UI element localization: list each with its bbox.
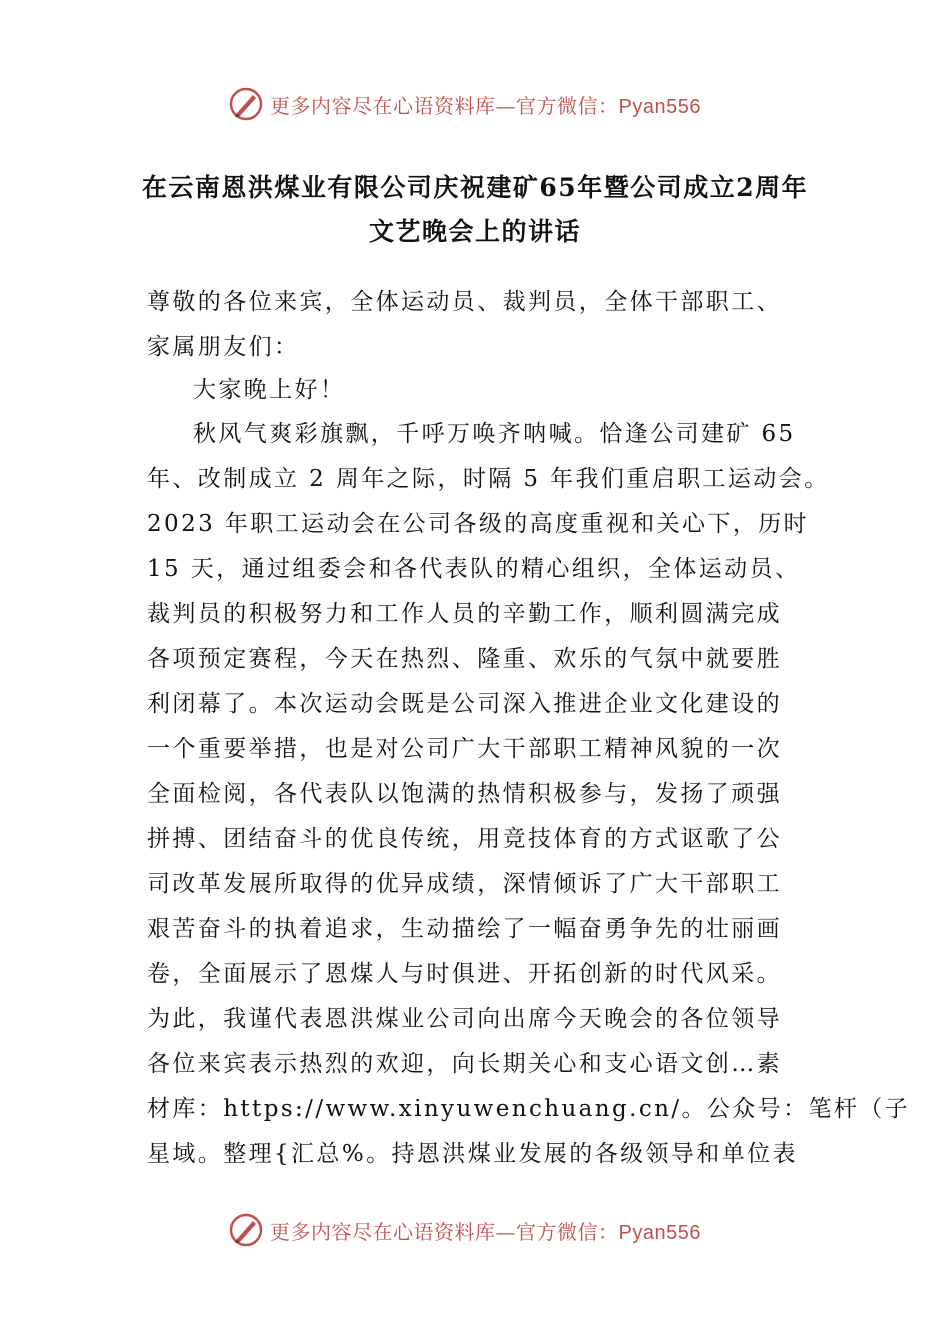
- paragraph-line: 星域。整理{汇总%。持恩洪煤业发展的各级领导和单位表: [147, 1141, 798, 1167]
- paragraph-line: 拼搏、团结奋斗的优良传统，用竞技体育的方式讴歌了公: [147, 826, 782, 852]
- banner-text: [270, 1216, 701, 1245]
- paragraph-line: 各位来宾表示热烈的欢迎，向长期关心和支心语文创…素: [147, 1051, 782, 1077]
- pen-logo-icon: [228, 1212, 264, 1248]
- banner-cn: 更多内容尽在心语资料库—官方微信：: [270, 93, 619, 118]
- paragraph-line: 卷，全面展示了恩煤人与时俱进、开拓创新的时代风采。: [147, 961, 782, 987]
- banner-cn: 更多内容尽在心语资料库—官方微信：: [270, 1219, 619, 1244]
- paragraph-line: 艰苦奋斗的执着追求，生动描绘了一幅奋勇争先的壮丽画: [147, 916, 782, 942]
- paragraph-line: 利闭幕了。本次运动会既是公司深入推进企业文化建设的: [147, 691, 782, 717]
- greeting: [147, 368, 807, 413]
- footer-banner: [228, 1210, 701, 1250]
- paragraph-line: 15 天，通过组委会和各代表队的精心组织，全体运动员、: [147, 556, 801, 582]
- header-banner: [228, 84, 701, 124]
- body-paragraph: [147, 412, 911, 1177]
- greeting-line: 大家晚上好！: [193, 377, 346, 403]
- paragraph-line: 全面检阅，各代表队以饱满的热情积极参与，发扬了顽强: [147, 781, 782, 807]
- page-title-line1: 在云南恩洪煤业有限公司庆祝建矿65年暨公司成立2周年: [141, 173, 809, 202]
- paragraph-line: 秋风气爽彩旗飘，千呼万唤齐呐喊。恰逢公司建矿 65: [193, 421, 796, 447]
- salutation-line: 家属朋友们：: [147, 334, 300, 360]
- banner-text: [270, 90, 701, 119]
- paragraph-line: 为此，我谨代表恩洪煤业公司向出席今天晚会的各位领导: [147, 1006, 782, 1032]
- paragraph-line: 一个重要举措，也是对公司广大干部职工精神风貌的一次: [147, 736, 782, 762]
- paragraph-line: 年、改制成立 2 周年之际，时隔 5 年我们重启职工运动会。: [147, 466, 830, 492]
- paragraph-line: 材库：https://www.xinyuwenchuang.cn/。公众号：笔杆（子: [147, 1096, 911, 1122]
- page-title-line2: 文艺晚会上的讲话: [368, 217, 581, 246]
- paragraph-line: 2023 年职工运动会在公司各级的高度重视和关心下，历时: [147, 511, 810, 537]
- banner-wechat-id: Pyan556: [618, 95, 701, 118]
- paragraph-line: 各项预定赛程，今天在热烈、隆重、欢乐的气氛中就要胜: [147, 646, 782, 672]
- paragraph-line: 司改革发展所取得的优异成绩，深情倾诉了广大干部职工: [147, 871, 782, 897]
- paragraph-line: 裁判员的积极努力和工作人员的辛勤工作，顺利圆满完成: [147, 601, 782, 627]
- banner-wechat-id: Pyan556: [618, 1221, 701, 1244]
- salutation: [147, 280, 807, 370]
- pen-logo-icon: [228, 86, 264, 122]
- salutation-line: 尊敬的各位来宾，全体运动员、裁判员，全体干部职工、: [147, 289, 782, 315]
